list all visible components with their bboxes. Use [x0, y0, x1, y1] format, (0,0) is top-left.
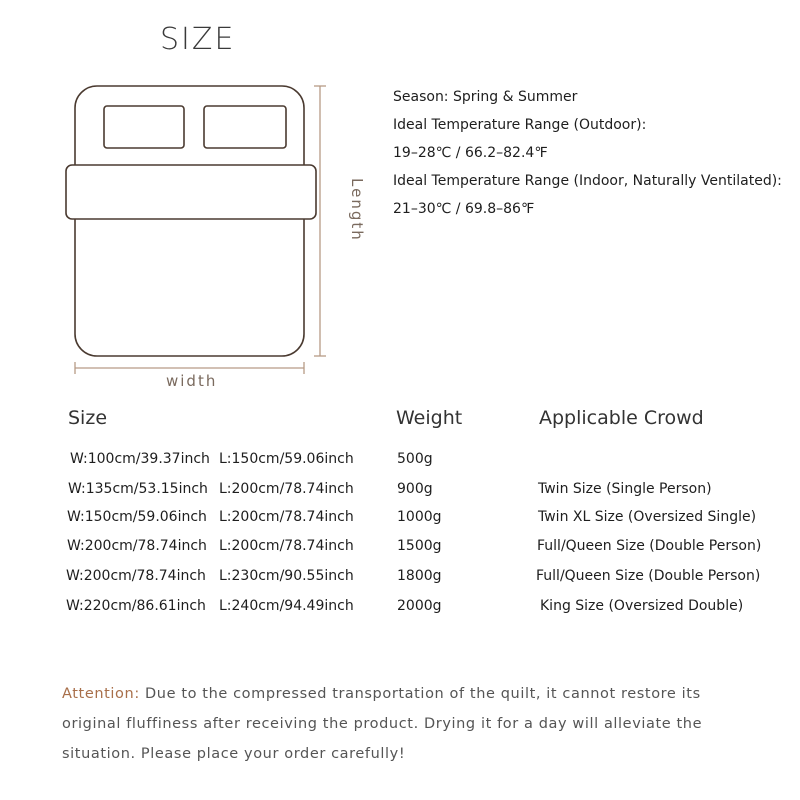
length-cell: L:240cm/94.49inch [219, 598, 354, 614]
outdoor-range-label: Ideal Temperature Range (Outdoor): [393, 117, 647, 133]
length-cell: L:150cm/59.06inch [219, 451, 354, 467]
width-cell: W:220cm/86.61inch [66, 598, 206, 614]
page-title: SIZE [160, 22, 236, 57]
width-label: width [166, 372, 218, 390]
length-cell: L:230cm/90.55inch [219, 568, 354, 584]
header-crowd: Applicable Crowd [539, 407, 704, 429]
width-cell: W:135cm/53.15inch [68, 481, 208, 497]
header-weight: Weight [396, 407, 463, 429]
weight-cell: 1000g [397, 509, 442, 525]
crowd-cell: Full/Queen Size (Double Person) [537, 538, 762, 554]
width-cell: W:100cm/39.37inch [70, 451, 210, 467]
quilt-band [66, 165, 316, 219]
length-cell: L:200cm/78.74inch [219, 509, 354, 525]
weight-cell: 1500g [397, 538, 442, 554]
attention-text-1: Due to the compressed transportation of the quilt, it cannot restore its [145, 686, 701, 702]
bed-diagram [0, 0, 380, 400]
season-line: Season: Spring & Summer [393, 89, 578, 105]
indoor-range-value: 21–30℃ / 69.8–86℉ [393, 201, 535, 217]
attention-line-2: original fluffiness after receiving the product. Drying it for a day will alleviate the [62, 716, 703, 732]
attention-line-1 [62, 686, 701, 702]
width-cell: W:200cm/78.74inch [67, 538, 207, 554]
attention-label: Attention: [62, 686, 140, 702]
pillow-left [104, 106, 184, 148]
width-cell: W:150cm/59.06inch [67, 509, 207, 525]
length-label: Length [348, 178, 366, 242]
weight-cell: 1800g [397, 568, 442, 584]
width-cell: W:200cm/78.74inch [66, 568, 206, 584]
bed-outline [75, 86, 304, 356]
outdoor-range-value: 19–28℃ / 66.2–82.4℉ [393, 145, 548, 161]
length-cell: L:200cm/78.74inch [219, 481, 354, 497]
pillow-right [204, 106, 286, 148]
crowd-cell: Twin Size (Single Person) [538, 481, 712, 497]
length-cell: L:200cm/78.74inch [219, 538, 354, 554]
header-size: Size [68, 407, 108, 429]
indoor-range-label: Ideal Temperature Range (Indoor, Naturally Ventilated): [393, 173, 782, 189]
crowd-cell: Full/Queen Size (Double Person) [536, 568, 761, 584]
crowd-cell: King Size (Oversized Double) [540, 598, 744, 614]
attention-line-3: situation. Please place your order carefully! [62, 746, 406, 762]
weight-cell: 500g [397, 451, 433, 467]
crowd-cell: Twin XL Size (Oversized Single) [538, 509, 757, 525]
weight-cell: 900g [397, 481, 433, 497]
weight-cell: 2000g [397, 598, 442, 614]
